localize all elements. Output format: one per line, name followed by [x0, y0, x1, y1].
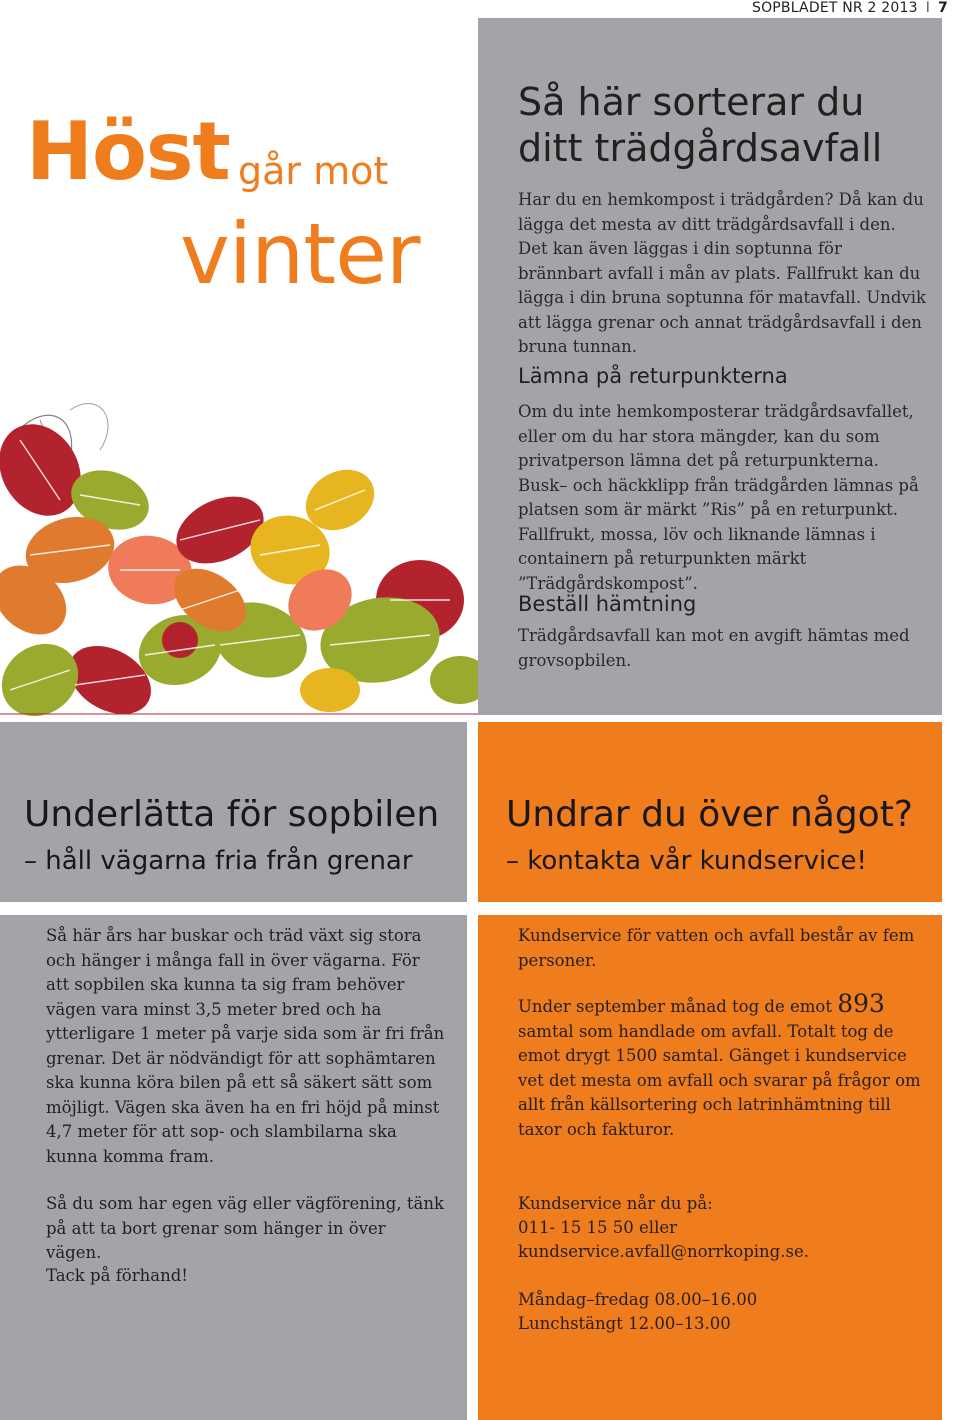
section-divider: [0, 902, 467, 915]
order-pickup-text: Trädgårdsavfall kan mot en avgift hämtas med grovsopbilen.: [518, 626, 910, 670]
calls-text-before: Under september månad tog de emot: [518, 997, 832, 1016]
title-vinter: vinter: [180, 205, 420, 303]
sorting-heading: Så här sorterar du ditt trädgårdsavfall: [518, 80, 883, 170]
contact-email[interactable]: kundservice.avfall@norrkoping.se.: [518, 1242, 809, 1261]
header-separator: I: [925, 0, 931, 16]
autumn-leaves-illustration: [0, 380, 478, 716]
roads-panel: [0, 722, 467, 1420]
title-host: Höst: [26, 105, 230, 198]
lunch-closed: Lunchstängt 12.00–13.00: [518, 1314, 731, 1333]
page-header: [752, 0, 948, 16]
roads-thanks: Tack på förhand!: [46, 1266, 188, 1285]
order-pickup-heading: Beställ hämtning: [518, 592, 697, 616]
service-staff-text: Kundservice för vatten och avfall består av fem personer.: [518, 926, 915, 970]
return-points-text: Om du inte hemkomposterar trädgårdsavfallet, eller om du har stora mängder, kan du som privatperson lämna det på returpunkterna. Busk– och häckklipp från trädgården lämnas på platsen som är märkt ”Ris” på en returpunkt. Fallfrukt, mossa, löv och liknande lämnas i containern på returpunkten märkt ”Trädgårdskompost”.: [518, 402, 919, 593]
sorting-panel: [478, 18, 942, 715]
contact-label: Kundservice når du på:: [518, 1194, 713, 1213]
page-number: 7: [938, 0, 948, 16]
roads-subheading: – håll vägarna fria från grenar: [24, 846, 413, 876]
service-heading: Undrar du över något?: [506, 794, 913, 835]
roads-paragraph-2: Så du som har egen väg eller vägförening, tänk på att ta bort grenar som hänger in över vägen.: [46, 1194, 444, 1262]
return-points-heading: Lämna på returpunkterna: [518, 364, 788, 388]
service-calls-text: [518, 989, 928, 1142]
title-gar-mot: går mot: [238, 149, 389, 193]
service-subheading: – kontakta vår kundservice!: [506, 846, 867, 876]
publication-name: SOPBLADET NR 2 2013: [751, 0, 918, 16]
leaves-icon: [0, 380, 478, 716]
roads-paragraph-1: Så här års har buskar och träd växt sig stora och hänger i många fall in över vägarna. För att sopbilen ska kunna ta sig fram behöver vägen vara minst 3,5 meter bred och ha ytterligare 1 meter på varje sida som är fri från grenar. Det är nödvändigt för att sophämtaren ska kunna köra bilen på ett så säkert sätt som möjligt. Vägen ska även ha en fri höjd på minst 4,7 meter för att sop- och slambilarna ska kunna komma fram.: [46, 926, 445, 1166]
customer-service-panel: [478, 722, 942, 1420]
contact-phone[interactable]: 011- 15 15 50 eller: [518, 1218, 678, 1237]
opening-hours: Måndag–fredag 08.00–16.00: [518, 1290, 758, 1309]
calls-count: 893: [837, 989, 885, 1018]
section-divider: [478, 902, 942, 915]
sorting-intro-text: Har du en hemkompost i trädgården? Då kan du lägga det mesta av ditt trädgårdsavfall i den. Det kan även läggas i din soptunna för brännbart avfall i mån av plats. Fallfrukt kan du lägga i din bruna soptunna för matavfall. Undvik att lägga grenar och annat trädgårdsavfall i den bruna tunnan.: [518, 190, 927, 356]
calls-text-after: samtal som handlade om avfall. Totalt tog de emot drygt 1500 samtal. Gänget i kundservice vet det mesta om avfall och svarar på frågor om allt från källsortering och latrinhämtning till taxor och fakturor.: [518, 1021, 921, 1139]
roads-heading: Underlätta för sopbilen: [24, 794, 440, 835]
